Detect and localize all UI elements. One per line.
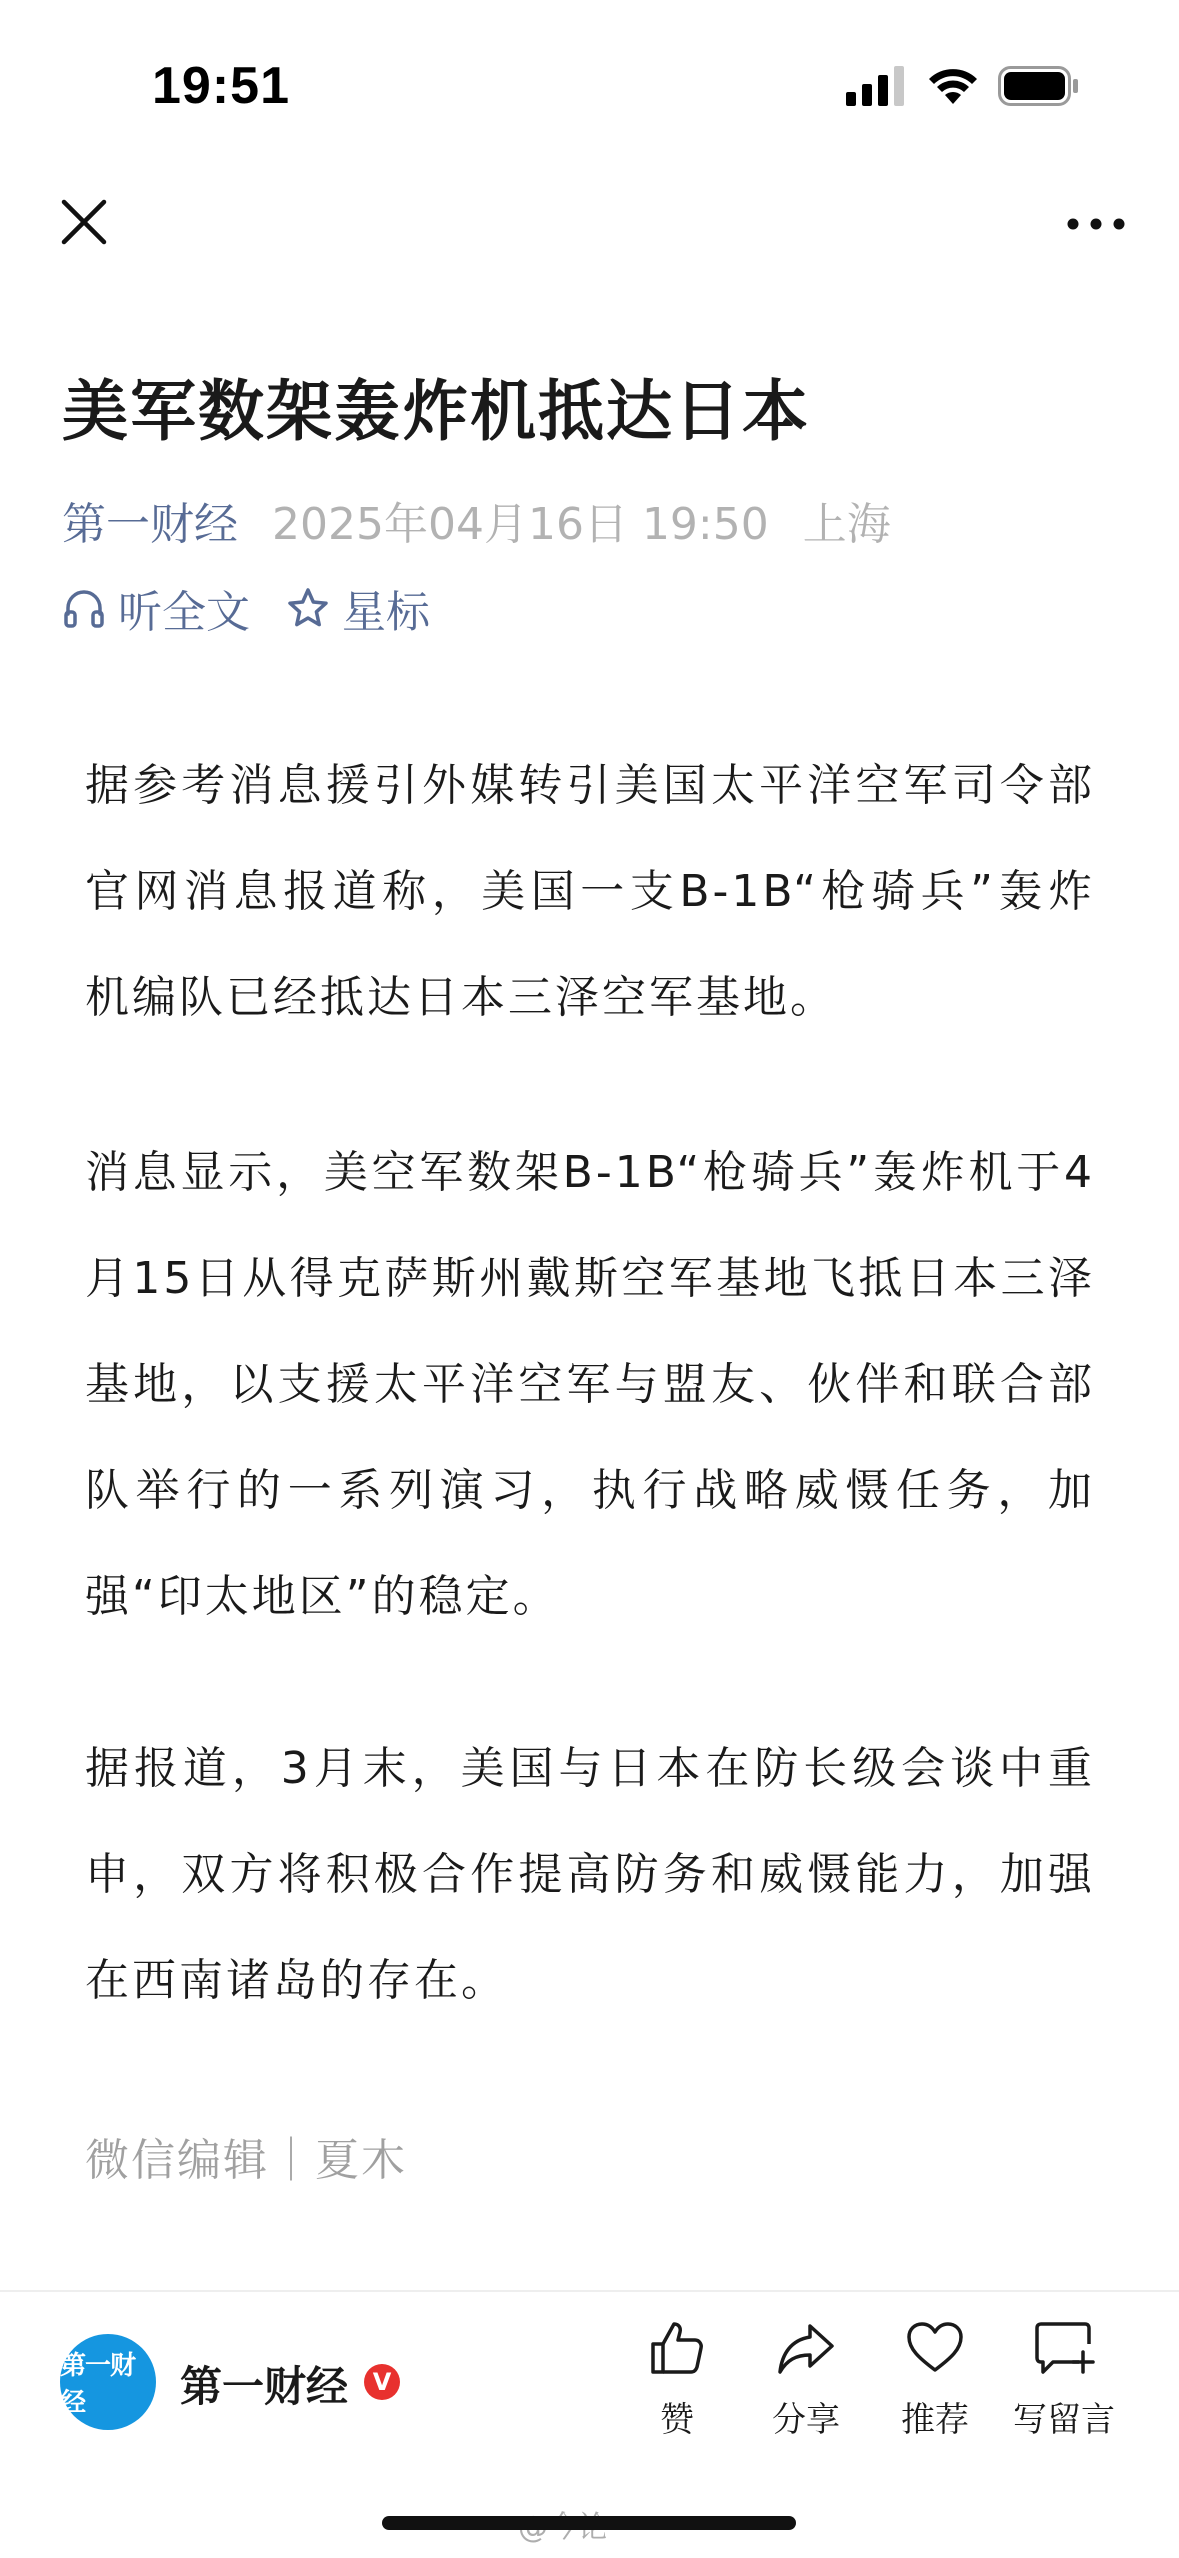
publish-date: 2025年04月16日 19:50 — [272, 499, 769, 550]
thumbs-up-icon — [647, 2318, 707, 2378]
editor-credit: 微信编辑｜夏木 — [85, 2135, 407, 2186]
close-icon — [58, 196, 110, 248]
star-label: 星标 — [342, 587, 430, 638]
publish-location: 上海 — [802, 499, 891, 550]
article-paragraph-1: 据参考消息援引外媒转引美国太平洋空军司令部官网消息报道称，美国一支B-1B“枪骑兵”轰炸机编队已经抵达日本三泽空军基地。 — [85, 760, 1095, 1023]
star-button[interactable] — [286, 576, 430, 640]
article-paragraph-2: 消息显示，美空军数架B-1B“枪骑兵”轰炸机于4月15日从得克萨斯州戴斯空军基地飞抵日本三泽基地，以支援太平洋空军与盟友、伙伴和联合部队举行的一系列演习，执行战略威慑任务，加强“印太地区”的稳定。 — [85, 1147, 1095, 1622]
cellular-signal-icon — [846, 66, 908, 110]
share-button[interactable] — [741, 2318, 871, 2441]
wifi-icon — [926, 64, 980, 110]
listen-button[interactable] — [62, 576, 250, 640]
share-icon — [776, 2318, 836, 2378]
close-button[interactable] — [52, 190, 116, 254]
status-time: 19:51 — [152, 57, 290, 115]
like-label: 赞 — [660, 2400, 694, 2440]
listen-label: 听全文 — [118, 587, 250, 638]
status-bar — [0, 0, 1179, 170]
like-button[interactable] — [612, 2318, 742, 2441]
star-icon — [286, 586, 330, 630]
more-button[interactable] — [1060, 200, 1132, 248]
verified-badge: V — [364, 2364, 400, 2400]
share-label: 分享 — [772, 2400, 840, 2440]
recommend-button[interactable] — [870, 2318, 1000, 2441]
heart-icon — [905, 2318, 965, 2378]
battery-icon — [998, 66, 1080, 110]
article-actions — [62, 576, 430, 640]
comment-add-icon — [1033, 2318, 1095, 2378]
comment-label: 写留言 — [1013, 2400, 1115, 2440]
account-avatar[interactable] — [60, 2334, 156, 2430]
headphones-icon — [62, 586, 106, 630]
account-name[interactable]: 第一财经 — [180, 2362, 349, 2411]
avatar-logo-text: 第一财经 — [60, 2351, 136, 2418]
article-paragraph-3: 据报道，3月末，美国与日本在防长级会谈中重申，双方将积极合作提高防务和威慑能力，加强在西南诸岛的存在。 — [85, 1743, 1095, 2006]
source-link[interactable]: 第一财经 — [62, 499, 238, 550]
recommend-label: 推荐 — [901, 2400, 969, 2440]
comment-button[interactable] — [999, 2318, 1129, 2441]
home-indicator[interactable] — [382, 2516, 796, 2530]
more-icon — [1066, 217, 1126, 231]
article-meta — [62, 488, 891, 552]
article-title: 美军数架轰炸机抵达日本 — [62, 373, 810, 450]
